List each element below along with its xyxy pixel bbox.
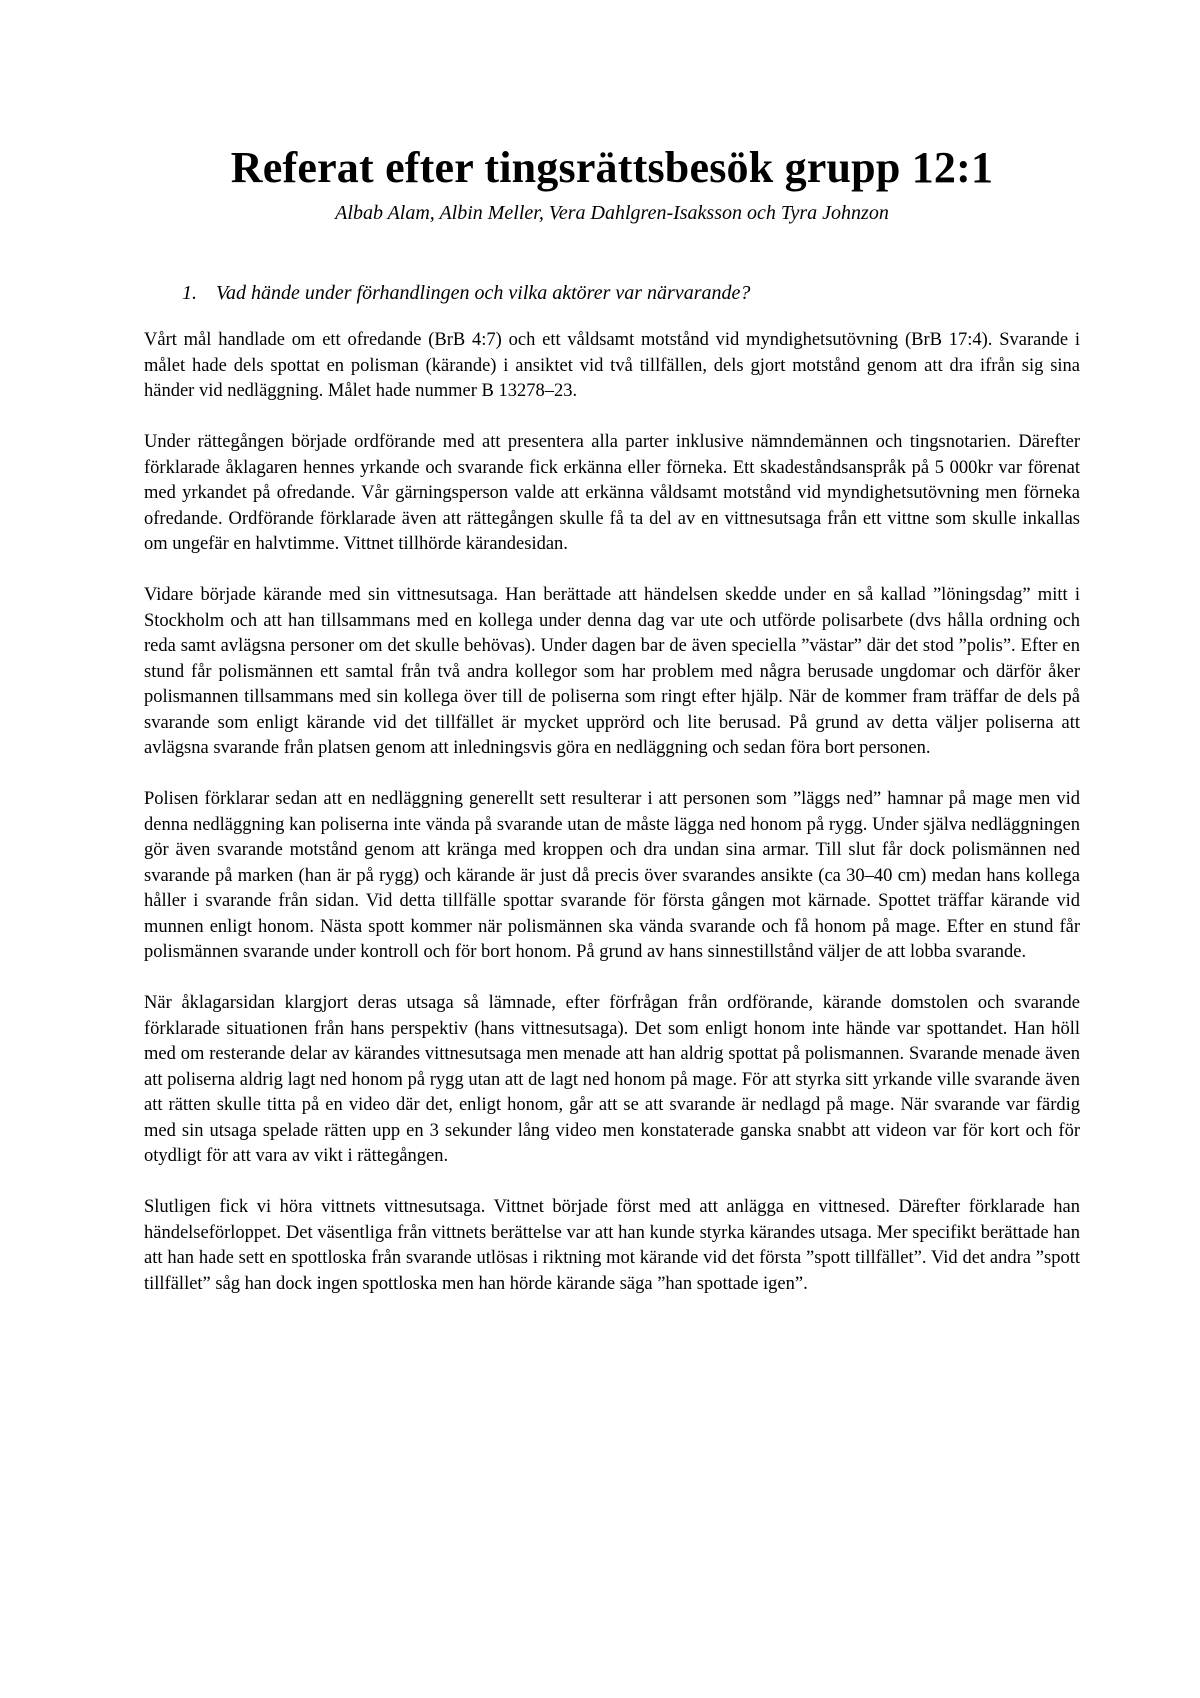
body-text bbox=[144, 328, 1080, 1297]
paragraph: När åklagarsidan klargjort deras utsaga så lämnade, efter förfrågan från ordförande, kärande domstolen och svarande förklarade situationen från hans perspektiv (hans vittnesutsaga). Det som enligt honom inte hände var spottandet. Han höll med om resterande delar av kärandes vittnesutsaga men menade att han aldrig spottat på polismannen. Svarande menade även att poliserna aldrig lagt ned honom på rygg utan att de lagt ned honom på mage. För att styrka sitt yrkande ville svarande även att rätten skulle titta på en video där det, enligt honom, går att se att svarande är nedlagd på mage. När svarande var färdig med sin utsaga spelade rätten upp en 3 sekunder lång video men konstaterade ganska snabbt att videon var för kort och för otydligt för att vara av vikt i rättegången. bbox=[144, 993, 1080, 1166]
document-page bbox=[144, 138, 1080, 1323]
document-authors: Albab Alam, Albin Meller, Vera Dahlgren-Isaksson och Tyra Johnzon bbox=[335, 202, 889, 224]
document-title: Referat efter tingsrättsbesök grupp 12:1 bbox=[230, 143, 994, 192]
paragraph: Under rättegången började ordförande med att presentera alla parter inklusive nämndemännen och tingsnotarien. Därefter förklarade åklagaren hennes yrkande och svarande fick erkänna eller förneka. Ett skadeståndsanspråk på 5 000kr var förenat med yrkandet på ofredande. Vår gärningsperson valde att erkänna våldsamt motstånd vid myndighetsutövning men förneka ofredande. Ordförande förklarade även att rättegången skulle få ta del av en vittnesutsaga från ett vittne som skulle inkallas om ungefär en halvtimme. Vittnet tillhörde kärandesidan. bbox=[144, 432, 1080, 554]
section-question bbox=[144, 278, 1080, 308]
question-number: 1. bbox=[182, 282, 197, 304]
paragraph: Polisen förklarar sedan att en nedläggning generellt sett resulterar i att personen som ”läggs ned” hamnar på mage men vid denna nedläggning kan poliserna inte vända på svarande utan de måste lägga ned honom på rygg. Under själva nedläggningen gör även svarande motstånd genom att kränga med kroppen och dra undan sina armar. Till slut får dock polismännen ned svarande på marken (han är på rygg) och kärande är just då precis över svarandes ansikte (ca 30–40 cm) medan hans kollega håller i svarande från sidan. Vid detta tillfälle spottar svarande för första gången mot kärnade. Spottet träffar kärande vid munnen enligt honom. Nästa spott kommer när polismännen ska vända svarande och få honom på mage. Efter en stund får polismännen svarande under kontroll och för bort honom. På grund av hans sinnestillstånd väljer de att lobba svarande. bbox=[144, 789, 1080, 962]
question-text: Vad hände under förhandlingen och vilka aktörer var närvarande? bbox=[216, 282, 751, 304]
paragraph: Vidare började kärande med sin vittnesutsaga. Han berättade att händelsen skedde under en så kallad ”löningsdag” mitt i Stockholm och att han tillsammans med en kollega under denna dag var ute och utförde polisarbete (dvs hålla ordning och reda samt avlägsna personer om det skulle behövas). Under dagen bar de även speciella ”västar” där det stod ”polis”. Efter en stund får polismännen ett samtal från två andra kollegor som har problem med några berusade ungdomar och därför åker polismannen tillsammans med sin kollega över till de poliserna som ringt efter hjälp. När de kommer fram träffar de dels på svarande som enligt kärande vid det tillfället är mycket upprörd och lite berusad. På grund av detta väljer poliserna att avlägsna svarande från platsen genom att inledningsvis göra en nedläggning och sedan föra bort personen. bbox=[144, 585, 1080, 758]
paragraph: Slutligen fick vi höra vittnets vittnesutsaga. Vittnet började först med att anlägga en vittnesed. Därefter förklarade han händelseförloppet. Det väsentliga från vittnets berättelse var att han kunde styrka kärandes utsaga. Mer specifikt berättade han att han hade sett en spottloska från svarande utlösas i riktning mot kärande vid det första ”spott tillfället”. Vid det andra ”spott tillfället” såg han dock ingen spottloska men han hörde kärande säga ”han spottade igen”. bbox=[144, 1197, 1080, 1294]
paragraph: Vårt mål handlade om ett ofredande (BrB 4:7) och ett våldsamt motstånd vid myndighetsutövning (BrB 17:4). Svarande i målet hade dels spottat en polisman (kärande) i ansiktet vid två tillfällen, dels gjort motstånd genom att dra ifrån sig sina händer vid nedläggning. Målet hade nummer B 13278–23. bbox=[144, 330, 1080, 401]
